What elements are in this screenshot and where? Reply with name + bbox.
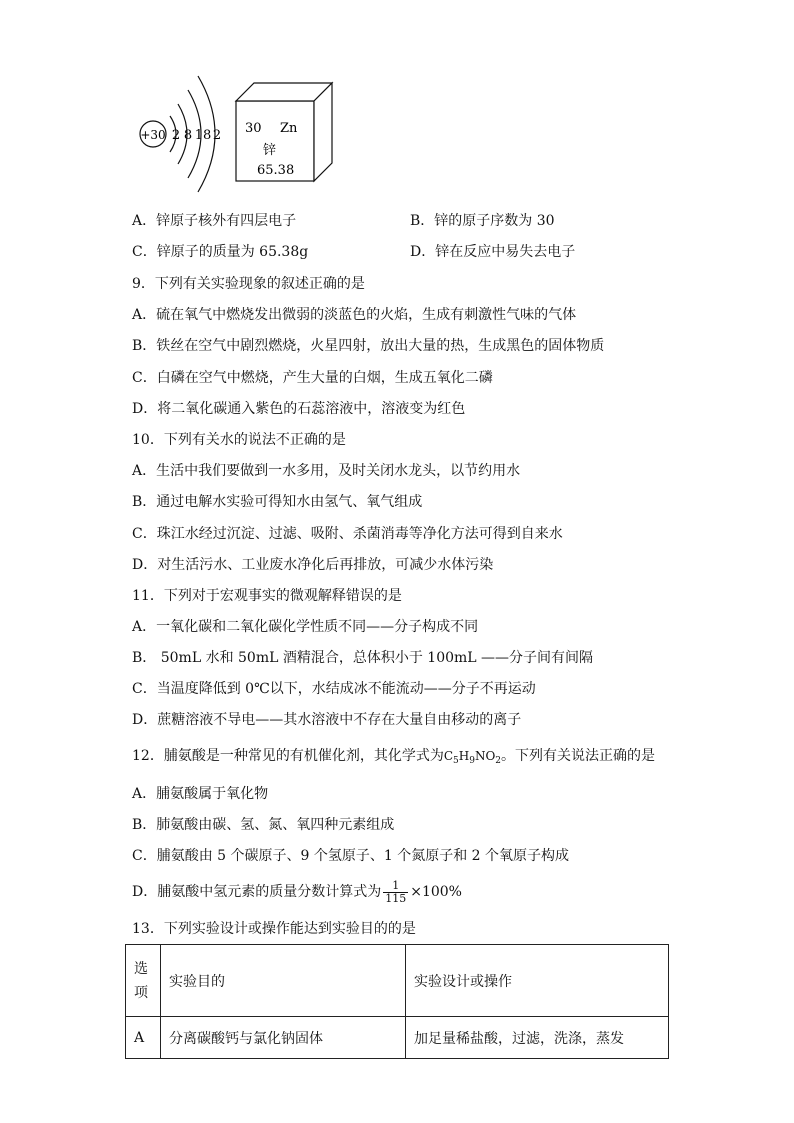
q10-option-c: C．珠江水经过沉淀、过滤、吸附、杀菌消毒等净化方法可得到自来水 xyxy=(132,526,563,542)
shell-2-count: 8 xyxy=(183,128,193,143)
header-purpose: 实验目的 xyxy=(161,945,406,1017)
q10-option-b: B．通过电解水实验可得知水由氢气、氧气组成 xyxy=(132,494,423,510)
shell-4-count: 2 xyxy=(212,128,222,143)
zinc-figure-svg xyxy=(128,68,348,198)
q11-option-b: B． 50mL 水和 50mL 酒精混合，总体积小于 100mL ——分子间有间隔 xyxy=(132,650,594,666)
q12-option-c: C．脯氨酸由 5 个碳原子、9 个氢原子、1 个氮原子和 2 个氧原子构成 xyxy=(132,848,570,864)
table-row xyxy=(126,1017,669,1059)
atomic-number: 30 xyxy=(245,121,262,136)
q11-option-d: D．蔗糖溶液不导电——其水溶液中不存在大量自由移动的离子 xyxy=(132,712,522,728)
shell-1-count: 2 xyxy=(171,128,181,143)
zinc-figure xyxy=(128,68,348,198)
q12-stem-before: 12．脯氨酸是一种常见的有机催化剂，其化学式为 xyxy=(132,748,444,764)
q12-option-d-text: D．脯氨酸中氢元素的质量分数计算式为 xyxy=(132,884,382,900)
q8-option-b: B．锌的原子序数为 30 xyxy=(410,213,555,229)
atomic-mass: 65.38 xyxy=(257,163,295,178)
q13-table xyxy=(125,944,669,1059)
q9-option-b: B．铁丝在空气中剧烈燃烧，火星四射，放出大量的热，生成黑色的固体物质 xyxy=(132,338,605,354)
row-a-option: A xyxy=(126,1017,161,1059)
row-a-purpose: 分离碳酸钙与氯化钠固体 xyxy=(161,1017,406,1059)
q12-stem-after: 。下列有关说法正确的是 xyxy=(501,748,656,764)
element-name: 锌 xyxy=(263,143,277,158)
header-option: 选 项 xyxy=(126,945,161,1017)
q11-option-a: A．一氧化碳和二氧化碳化学性质不同——分子构成不同 xyxy=(132,619,479,635)
q12-option-a: A．脯氨酸属于氧化物 xyxy=(132,786,269,802)
q12-option-b: B．肺氨酸由碳、氢、氮、氧四种元素组成 xyxy=(132,817,395,833)
q10-stem: 10．下列有关水的说法不正确的是 xyxy=(132,432,346,448)
row-a-method: 加足量稀盐酸，过滤，洗涤，蒸发 xyxy=(406,1017,669,1059)
q12-option-d-percent: ×100% xyxy=(410,884,462,900)
q8-option-a: A．锌原子核外有四层电子 xyxy=(132,213,297,229)
q8-option-d: D．锌在反应中易失去电子 xyxy=(410,244,576,260)
table-header-row xyxy=(126,945,669,1017)
q10-option-d: D．对生活污水、工业废水净化后再排放，可减少水体污染 xyxy=(132,557,494,573)
element-symbol: Zn xyxy=(280,121,298,136)
q12-option-d xyxy=(132,878,462,906)
nucleus-charge: +30 xyxy=(140,128,166,142)
mass-fraction: $\frac{1}{115}$ xyxy=(385,878,407,905)
q9-option-c: C．白磷在空气中燃烧，产生大量的白烟，生成五氧化二磷 xyxy=(132,370,493,386)
proline-formula: $C_5H_9NO_2$ xyxy=(443,749,502,766)
q9-stem: 9．下列有关实验现象的叙述正确的是 xyxy=(132,276,365,292)
q13-stem: 13．下列实验设计或操作能达到实验目的的是 xyxy=(132,921,416,937)
q11-option-c: C．当温度降低到 0℃以下，水结成冰不能流动——分子不再运动 xyxy=(132,681,536,697)
q11-stem: 11．下列对于宏观事实的微观解释错误的是 xyxy=(132,588,402,604)
q9-option-a: A．硫在氧气中燃烧发出微弱的淡蓝色的火焰，生成有刺激性气味的气体 xyxy=(132,307,577,323)
shell-3-count: 18 xyxy=(194,128,212,143)
q9-option-d: D．将二氧化碳通入紫色的石蕊溶液中，溶液变为红色 xyxy=(132,401,466,417)
q10-option-a: A．生活中我们要做到一水多用，及时关闭水龙头，以节约用水 xyxy=(132,463,521,479)
q12-stem xyxy=(132,746,655,771)
header-method: 实验设计或操作 xyxy=(406,945,669,1017)
q8-option-c: C．锌原子的质量为 65.38g xyxy=(132,244,309,260)
